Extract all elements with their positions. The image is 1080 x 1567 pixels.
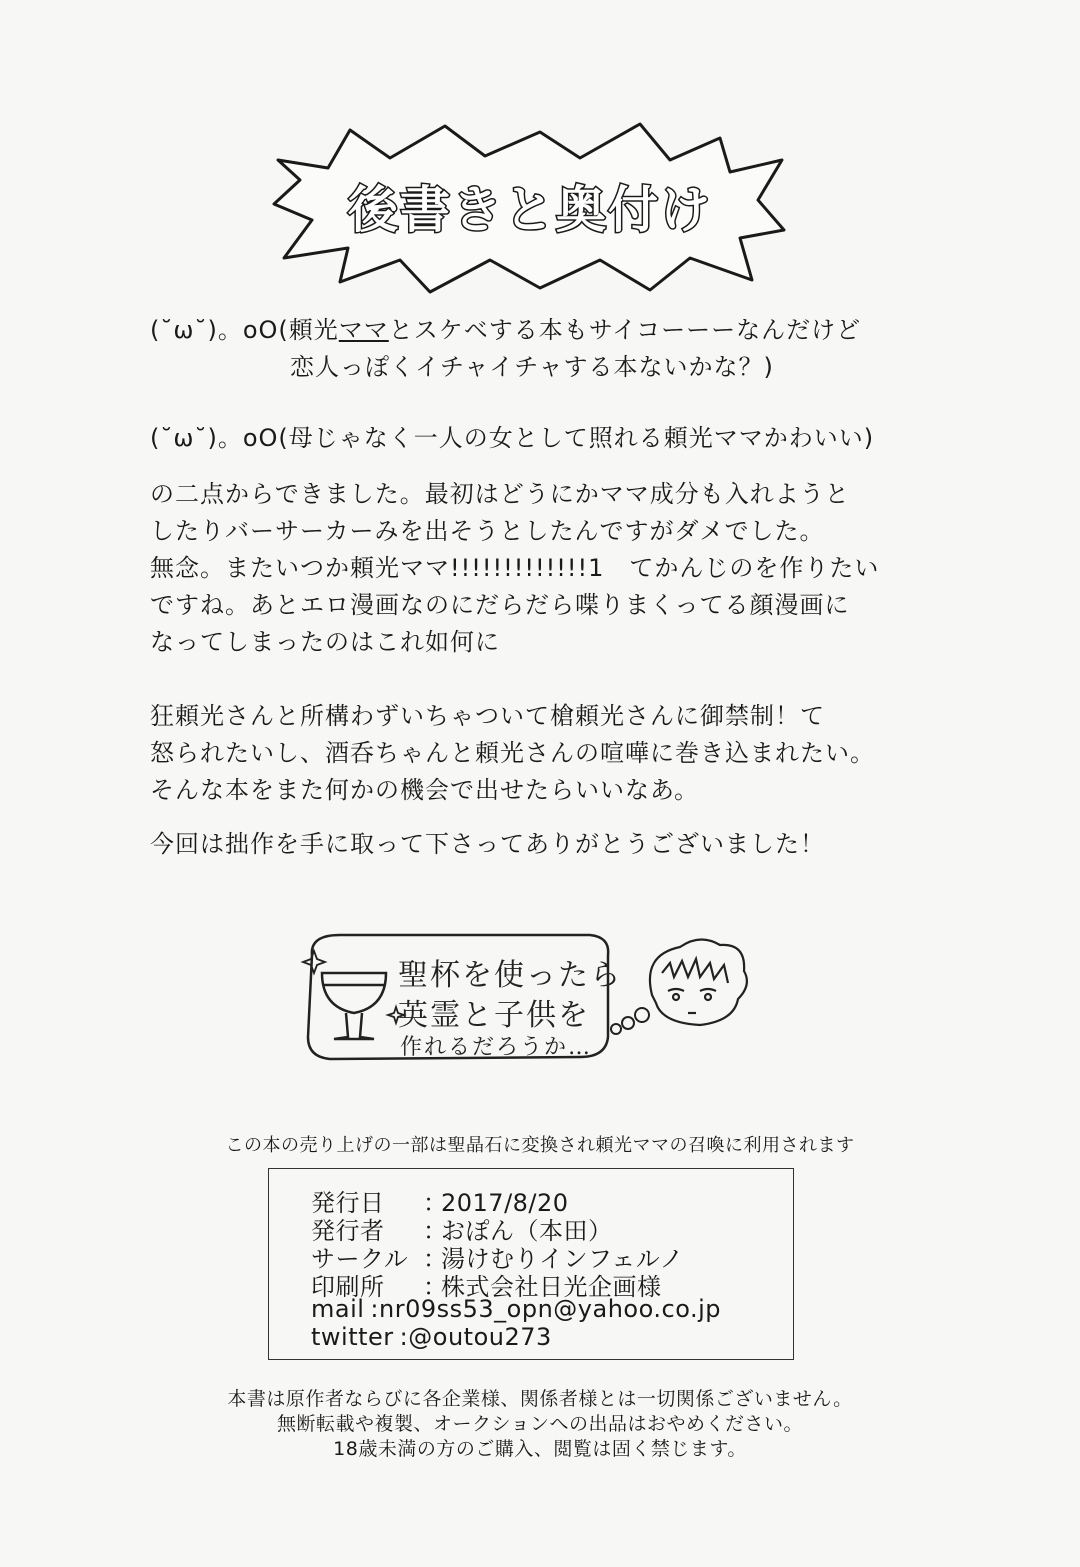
doodle-text-line1: 聖杯を使ったら bbox=[398, 958, 622, 993]
intro-line2: 恋人っぽくイチャイチャする本ないかな？) bbox=[290, 353, 774, 381]
paragraph-wish: 狂頼光さんと所構わずいちゃついて槍頼光さんに御禁制！て 怒られたいし、酒呑ちゃんと頼光さんの喧嘩に巻き込まれたい。 そんな本をまた何かの機会で出せたらいいなあ。 bbox=[150, 702, 875, 804]
twitter-handle-link[interactable]: @outou273 bbox=[408, 1323, 552, 1351]
doodle-text-line3: 作れるだろうか… bbox=[400, 1035, 593, 1060]
colophon-label: mail bbox=[311, 1295, 365, 1323]
colophon-box bbox=[268, 1168, 794, 1360]
character-head-icon bbox=[650, 939, 747, 1025]
colophon-sep: ： bbox=[423, 1189, 448, 1217]
footer-disclaimer-1: 本書は原作者ならびに各企業様、関係者様とは一切関係ございません。 bbox=[227, 1388, 853, 1410]
intro-line1-suffix: とスケベする本もサイコーーーなんだけど bbox=[388, 316, 862, 344]
colophon-value: 株式会社日光企画様 bbox=[441, 1273, 662, 1301]
page-title: 後書きと奥付け bbox=[348, 181, 712, 239]
footer-disclaimer-3: 18歳未満の方のご購入、閲覧は固く禁じます。 bbox=[333, 1438, 747, 1460]
mail-link[interactable]: nr09ss53_opn@yahoo.co.jp bbox=[379, 1295, 721, 1323]
doodle-text-line2: 英霊と子供を bbox=[398, 998, 590, 1033]
footer-disclaimer-2: 無断転載や複製、オークションへの出品はおやめください。 bbox=[276, 1413, 804, 1435]
colophon-label: サークル bbox=[311, 1245, 409, 1273]
intro-line1-prefix: (˘ω˘)。oO(頼光 bbox=[150, 316, 339, 344]
paragraph-origin: の二点からできました。最初はどうにかママ成分も入れようと したりバーサーカーみを出そうとしたんですがダメでした。 無念。またいつか頼光ママ!!!!!!!!!!!!!1 てかんじのを作りたい ですね。あとエロ漫画なのにだらだら喋りまくってる顔漫画に なってしまったのはこれ如何に bbox=[150, 480, 880, 656]
colophon-row-mail bbox=[311, 1295, 721, 1323]
sales-note: この本の売り上げの一部は聖晶石に変換され頼光ママの召喚に利用されます bbox=[225, 1135, 855, 1156]
intro-thought-2: (˘ω˘)。oO(母じゃなく一人の女として照れる頼光ママかわいい) bbox=[150, 424, 875, 452]
colophon-sep: : bbox=[370, 1295, 380, 1323]
intro-line1-underlined: ママ bbox=[338, 316, 389, 344]
grail-icon bbox=[322, 973, 386, 1039]
colophon-sep: ： bbox=[423, 1273, 448, 1301]
colophon-label: twitter bbox=[311, 1323, 394, 1351]
colophon-sep: ： bbox=[423, 1217, 448, 1245]
colophon-value: 2017/8/20 bbox=[441, 1189, 569, 1217]
colophon-value: 湯けむりインフェルノ bbox=[441, 1245, 684, 1273]
colophon-label: 印刷所 bbox=[311, 1273, 385, 1301]
colophon-label: 発行日 bbox=[311, 1189, 385, 1217]
paragraph-thanks: 今回は拙作を手に取って下さってありがとうございました！ bbox=[150, 830, 825, 858]
colophon-value: おぽん（本田） bbox=[441, 1217, 613, 1245]
intro-thought-1 bbox=[150, 312, 930, 386]
colophon-label: 発行者 bbox=[311, 1217, 385, 1245]
colophon-row-twitter bbox=[311, 1323, 552, 1351]
colophon-sep: ： bbox=[423, 1245, 448, 1273]
colophon-sep: : bbox=[399, 1323, 409, 1351]
